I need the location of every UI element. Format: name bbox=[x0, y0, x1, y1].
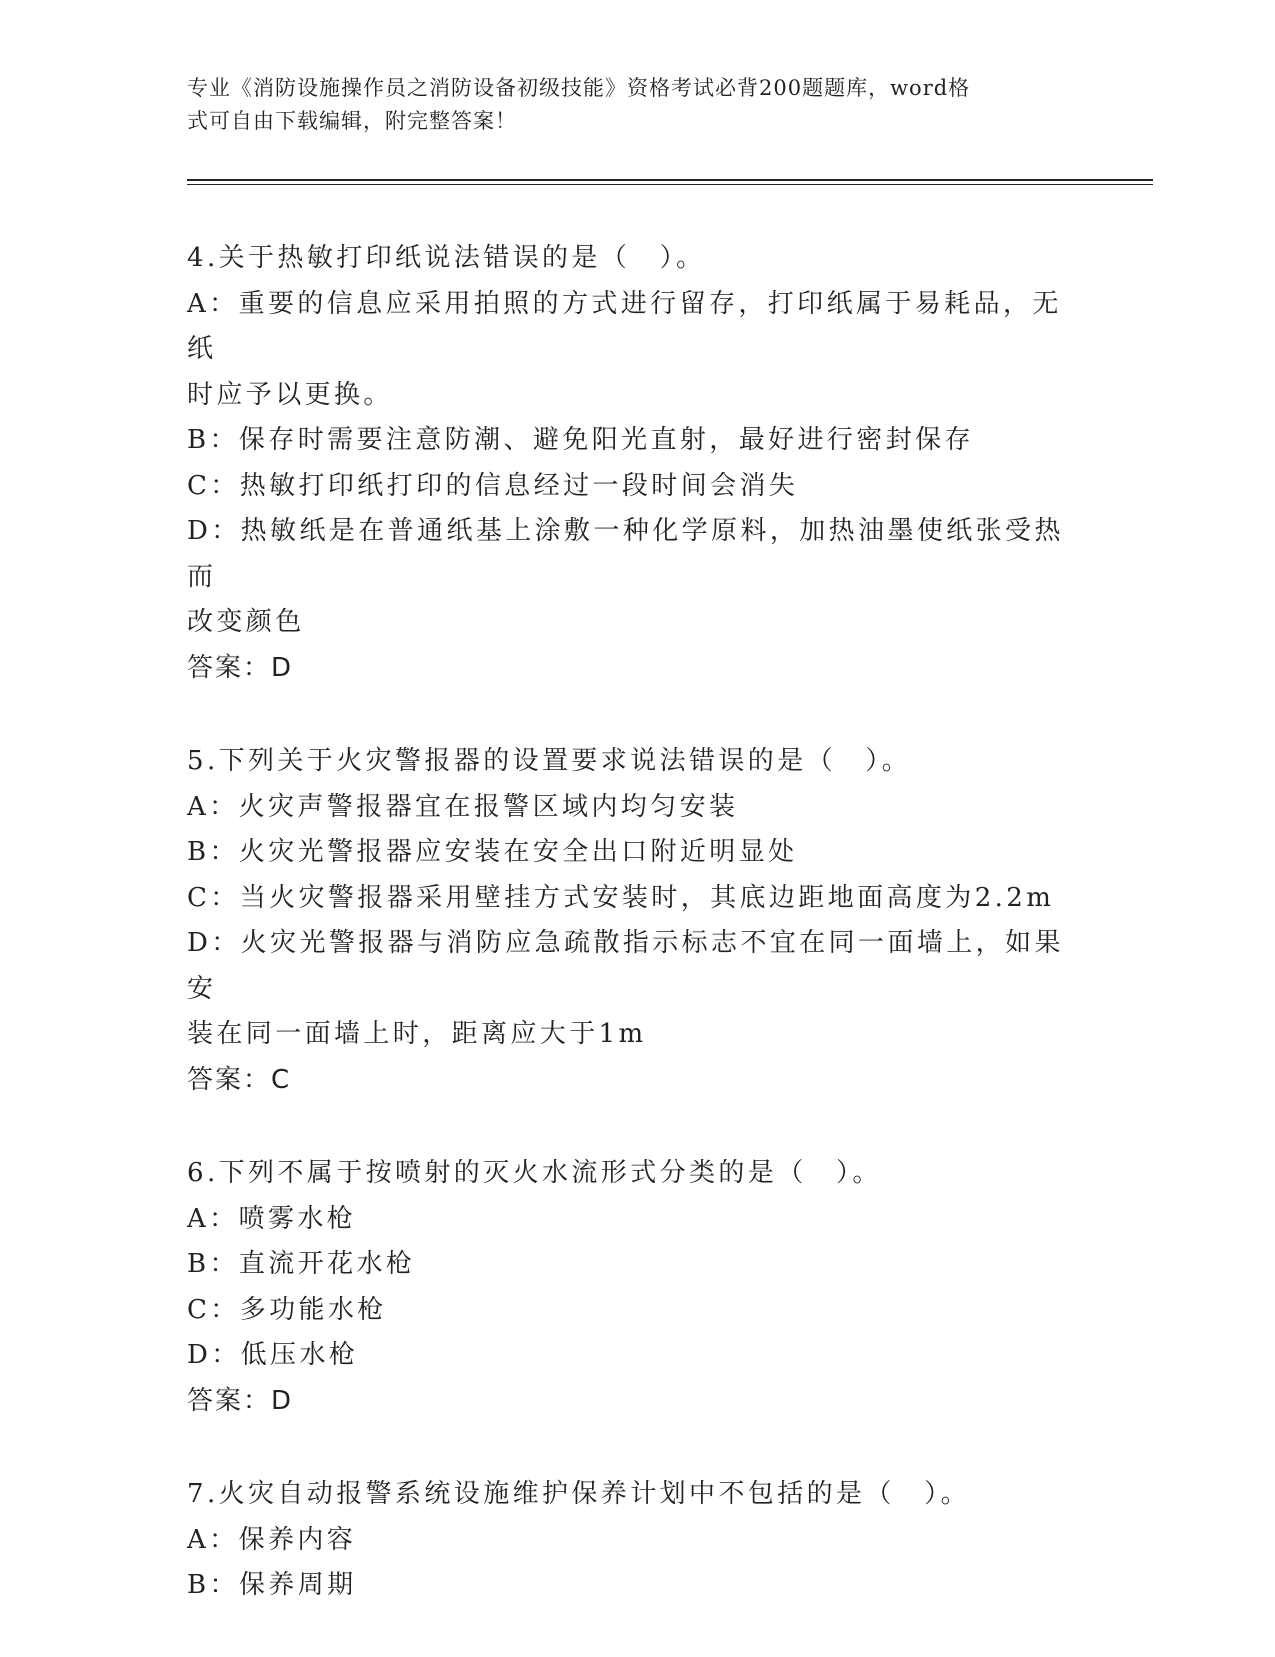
option-c: C：多功能水枪 bbox=[187, 1294, 387, 1325]
header-divider-thick bbox=[187, 179, 1153, 181]
option-a-cont: 时应予以更换。 bbox=[187, 379, 393, 410]
answer-line: 答案：D bbox=[187, 652, 294, 683]
question-stem: 6.下列不属于按喷射的灭火水流形式分类的是（ ）。 bbox=[187, 1158, 882, 1188]
option-d: D：火灾光警报器与消防应急疏散指示标志不宜在同一面墙上，如果安 bbox=[187, 928, 1064, 1004]
option-a: A：火灾声警报器宜在报警区域内均匀安装 bbox=[187, 791, 739, 822]
option-d-cont: 装在同一面墙上时，距离应大于1m bbox=[187, 1019, 647, 1049]
document-header bbox=[187, 72, 1067, 138]
question-stem: 5.下列关于火灾警报器的设置要求说法错误的是（ ）。 bbox=[187, 746, 912, 776]
answer-line: 答案：D bbox=[187, 1385, 294, 1416]
header-line-1: 专业《消防设施操作员之消防设备初级技能》资格考试必背200题题库，word格 bbox=[187, 76, 971, 100]
answer-line: 答案：C bbox=[187, 1064, 292, 1095]
option-b: B：火灾光警报器应安装在安全出口附近明显处 bbox=[187, 837, 798, 867]
header-divider-thin bbox=[187, 184, 1153, 185]
option-b: B：直流开花水枪 bbox=[187, 1249, 416, 1279]
question-7 bbox=[187, 1472, 1087, 1609]
header-line-2: 式可自由下载编辑，附完整答案！ bbox=[187, 109, 517, 133]
option-d-cont: 改变颜色 bbox=[187, 607, 305, 637]
option-c: C：当火灾警报器采用壁挂方式安装时，其底边距地面高度为2.2m bbox=[187, 882, 1055, 913]
question-5 bbox=[187, 739, 1087, 1103]
question-stem: 7.火灾自动报警系统设施维护保养计划中不包括的是（ ）。 bbox=[187, 1479, 971, 1509]
option-a: A：重要的信息应采用拍照的方式进行留存，打印纸属于易耗品，无纸 bbox=[187, 288, 1062, 364]
option-b: B：保养周期 bbox=[187, 1570, 357, 1600]
option-d: D：低压水枪 bbox=[187, 1340, 359, 1370]
question-6 bbox=[187, 1151, 1087, 1424]
question-4 bbox=[187, 236, 1087, 691]
option-c: C：热敏打印纸打印的信息经过一段时间会消失 bbox=[187, 470, 799, 501]
question-stem: 4.关于热敏打印纸说法错误的是（ ）。 bbox=[187, 243, 706, 273]
option-a: A：喷雾水枪 bbox=[187, 1203, 357, 1234]
option-d: D：热敏纸是在普通纸基上涂敷一种化学原料，加热油墨使纸张受热而 bbox=[187, 516, 1064, 592]
question-list bbox=[187, 236, 1087, 1657]
option-a: A：保养内容 bbox=[187, 1524, 357, 1555]
option-b: B：保存时需要注意防潮、避免阳光直射，最好进行密封保存 bbox=[187, 425, 974, 455]
